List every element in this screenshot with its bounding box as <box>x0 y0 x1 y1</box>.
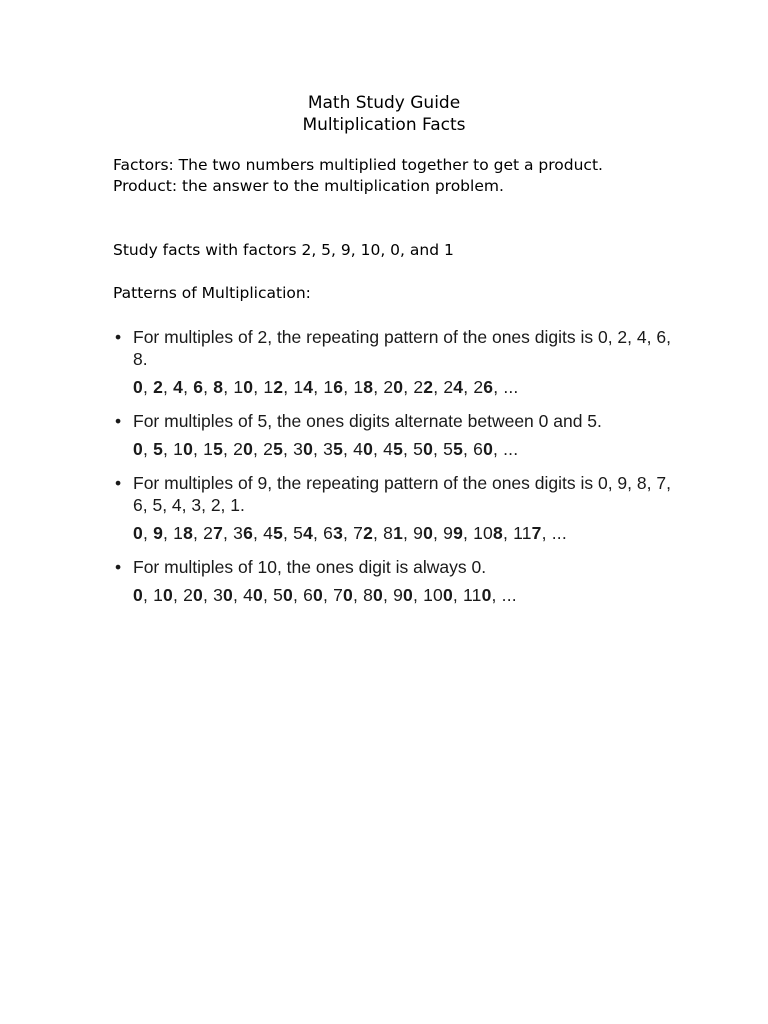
pattern-item <box>113 410 673 460</box>
pattern-sequence: 0, 9, 18, 27, 36, 45, 54, 63, 72, 81, 90, 99, 108, 117, ... <box>133 523 567 543</box>
pattern-sequence: 0, 2, 4, 6, 8, 10, 12, 14, 16, 18, 20, 22, 24, 26, ... <box>133 377 519 397</box>
page-title: Math Study Guide <box>307 93 461 113</box>
pattern-item <box>113 556 673 606</box>
bullet-icon: • <box>115 557 122 577</box>
bullet-icon: • <box>115 327 122 347</box>
study-line: Study facts with factors 2, 5, 9, 10, 0, and 1 <box>113 241 454 259</box>
definitions <box>113 155 673 197</box>
pattern-text: For multiples of 2, the repeating pattern of the ones digits is 0, 2, 4, 6, 8. <box>133 327 671 369</box>
pattern-item <box>113 472 673 544</box>
pattern-sequence: 0, 10, 20, 30, 40, 50, 60, 70, 80, 90, 100, 110, ... <box>133 585 517 605</box>
pattern-item <box>113 326 673 398</box>
bullet-icon: • <box>115 411 122 431</box>
patterns-heading: Patterns of Multiplication: <box>113 284 311 302</box>
page-subtitle: Multiplication Facts <box>302 115 466 135</box>
pattern-text: For multiples of 10, the ones digit is always 0. <box>133 557 487 577</box>
title-block <box>0 92 768 136</box>
patterns-list <box>113 326 673 618</box>
product-definition: Product: the answer to the multiplication problem. <box>113 177 504 195</box>
pattern-text: For multiples of 5, the ones digits alternate between 0 and 5. <box>133 411 602 431</box>
pattern-text: For multiples of 9, the repeating pattern of the ones digits is 0, 9, 8, 7, 6, 5, 4, 3, 2, 1. <box>133 473 671 515</box>
pattern-sequence: 0, 5, 10, 15, 20, 25, 30, 35, 40, 45, 50, 55, 60, ... <box>133 439 519 459</box>
factors-definition: Factors: The two numbers multiplied together to get a product. <box>113 156 603 174</box>
bullet-icon: • <box>115 473 122 493</box>
